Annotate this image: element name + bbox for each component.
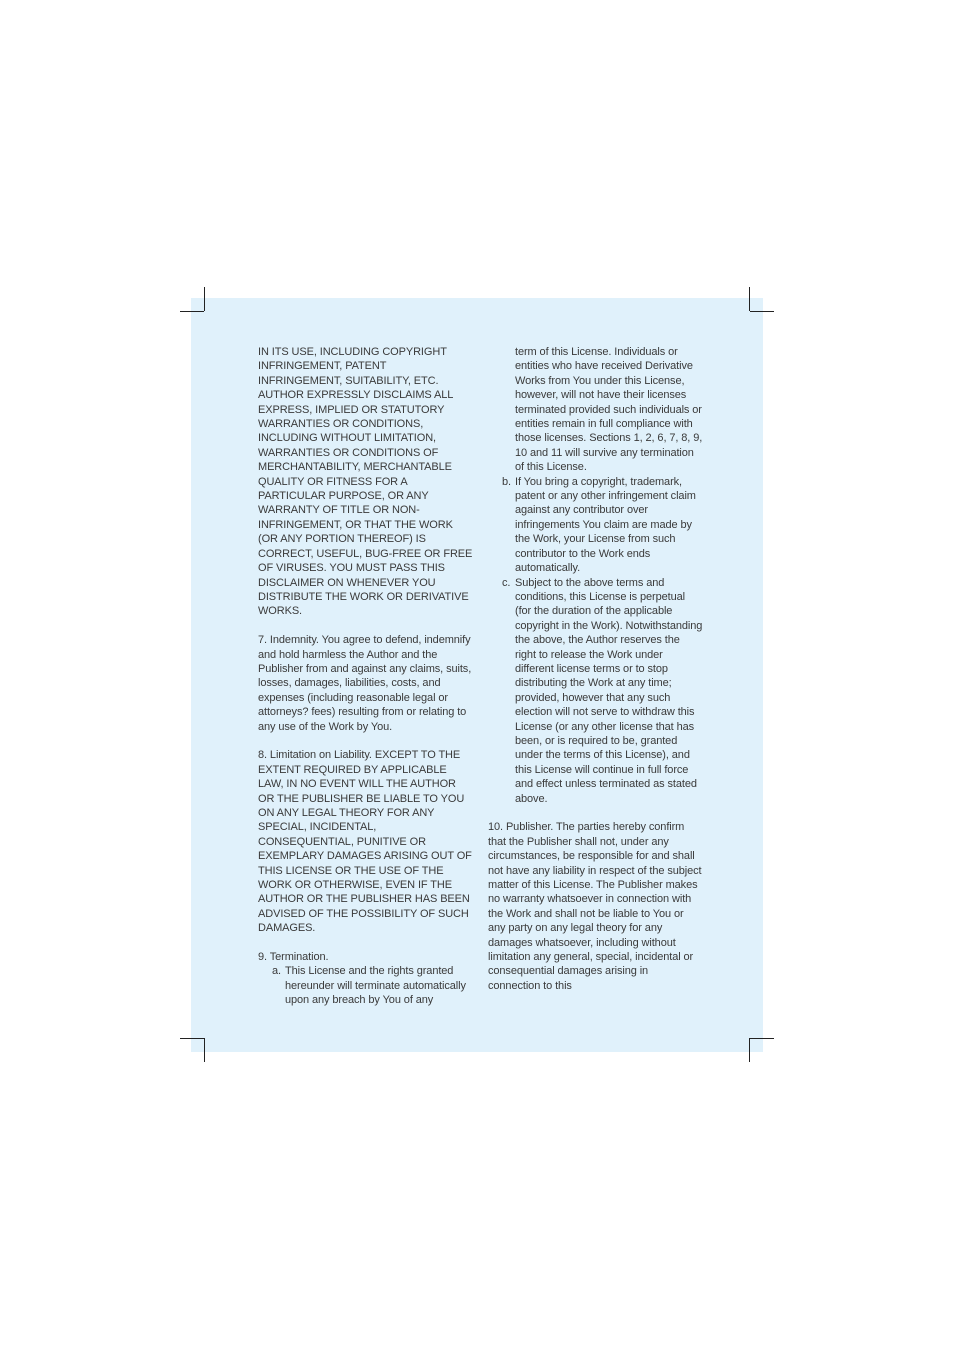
crop-mark-bottom-left-v — [204, 1038, 205, 1062]
section-10-publisher: 10. Publisher. The parties hereby confirm that the Publisher shall not, under any circumstances, be responsible for and shall not have any liability in respect of the subject matter of this License. The Publisher makes no warranty whatsoever in connection with the Work and shall not be liable to You or any party on any legal theory for any damages whatsoever, including without limitation any general, special, incidental or consequential damages arising in connection to this — [488, 821, 702, 992]
termination-item-b — [488, 475, 703, 576]
disclaimer-tail: IN ITS USE, INCLUDING COPYRIGHT INFRINGEMENT, PATENT INFRINGEMENT, SUITABILITY, ETC. AUTHOR EXPRESSLY DISCLAIMS ALL EXPRESS, IMPLIED OR STATUTORY WARRANTIES OR CONDITIONS, INCLUDING WITHOUT LIMITATION, WARRANTIES OR CONDITIONS OF MERCHANTABILITY, MERCHANTABLE QUALITY OR FITNESS FOR A PARTICULAR PURPOSE, OR ANY WARRANTY OF TITLE OR NON-INFRINGEMENT, OR THAT THE WORK (OR ANY PORTION THEREOF) IS CORRECT, USEFUL, BUG-FREE OR FREE OF VIRUSES. YOU MUST PASS THIS DISCLAIMER ON WHENEVER YOU DISTRIBUTE THE WORK OR DERIVATIVE WORKS. — [258, 346, 473, 618]
item-c-text: Subject to the above terms and conditions, this License is perpetual (for the duration of the applicable copyright in the Work). Notwithstanding the above, the Author reserves the right to release the Work under different license terms or to stop distributing the Work at any time; provided, however that any such election will not serve to withdraw this License (or any other license that has been, or is required to be, granted under the terms of this License), and this License will continue in full force and effect unless terminated as stated above. — [515, 576, 703, 805]
crop-mark-bottom-right-v — [749, 1038, 750, 1062]
crop-mark-top-left-v — [204, 287, 205, 311]
crop-mark-bottom-left-h — [180, 1038, 204, 1039]
section-8-limitation-of-liability: 8. Limitation on Liability. EXCEPT TO THE EXTENT REQUIRED BY APPLICABLE LAW, IN NO EVENT WILL THE AUTHOR OR THE PUBLISHER BE LIABLE TO YOU ON ANY LEGAL THEORY FOR ANY SPECIAL, INCIDENTAL, CONSEQUENTIAL, PUNITIVE OR EXEMPLARY DAMAGES ARISING OUT OF THIS LICENSE OR THE USE OF THE WORK OR OTHERWISE, EVEN IF THE AUTHOR OR THE PUBLISHER HAS BEEN ADVISED OF THE POSSIBILITY OF SUCH DAMAGES. — [258, 749, 472, 935]
crop-mark-top-left-h — [180, 311, 204, 312]
section-7-indemnity: 7. Indemnity. You agree to defend, indemnify and hold harmless the Author and the Publisher from and against any claims, suits, losses, damages, liabilities, costs, and expenses (including reasonable legal or attorneys? fees) resulting from or relating to any use of the Work by You. — [258, 634, 472, 733]
termination-item-a — [258, 964, 473, 1007]
section-9-heading: 9. Termination. — [258, 951, 329, 964]
item-a-marker: a. — [272, 965, 281, 978]
item-b-marker: b. — [502, 475, 511, 488]
right-column — [488, 345, 703, 993]
item-a-text-continued: term of this License. Individuals or entities who have received Derivative Works from You under this License, however, will not have their licenses terminated provided such individuals or entities remain in full compliance with those licenses. Sections 1, 2, 6, 7, 8, 9, 10 and 11 will survive any termination of this License. — [515, 346, 703, 474]
item-c-marker: c. — [502, 576, 511, 589]
item-b-text: If You bring a copyright, trademark, patent or any other infringement claim against any contributor over infringements You claim are made by the Work, your License from such contributor to the Work ends automatically. — [515, 475, 696, 575]
crop-mark-top-right-v — [749, 287, 750, 311]
item-a-text-start: This License and the rights granted hereunder will terminate automatically upon any breach by You of any — [285, 965, 466, 1007]
crop-mark-bottom-right-h — [750, 1038, 774, 1039]
crop-mark-top-right-h — [750, 311, 774, 312]
termination-item-c — [488, 576, 703, 807]
left-column — [258, 345, 473, 1008]
